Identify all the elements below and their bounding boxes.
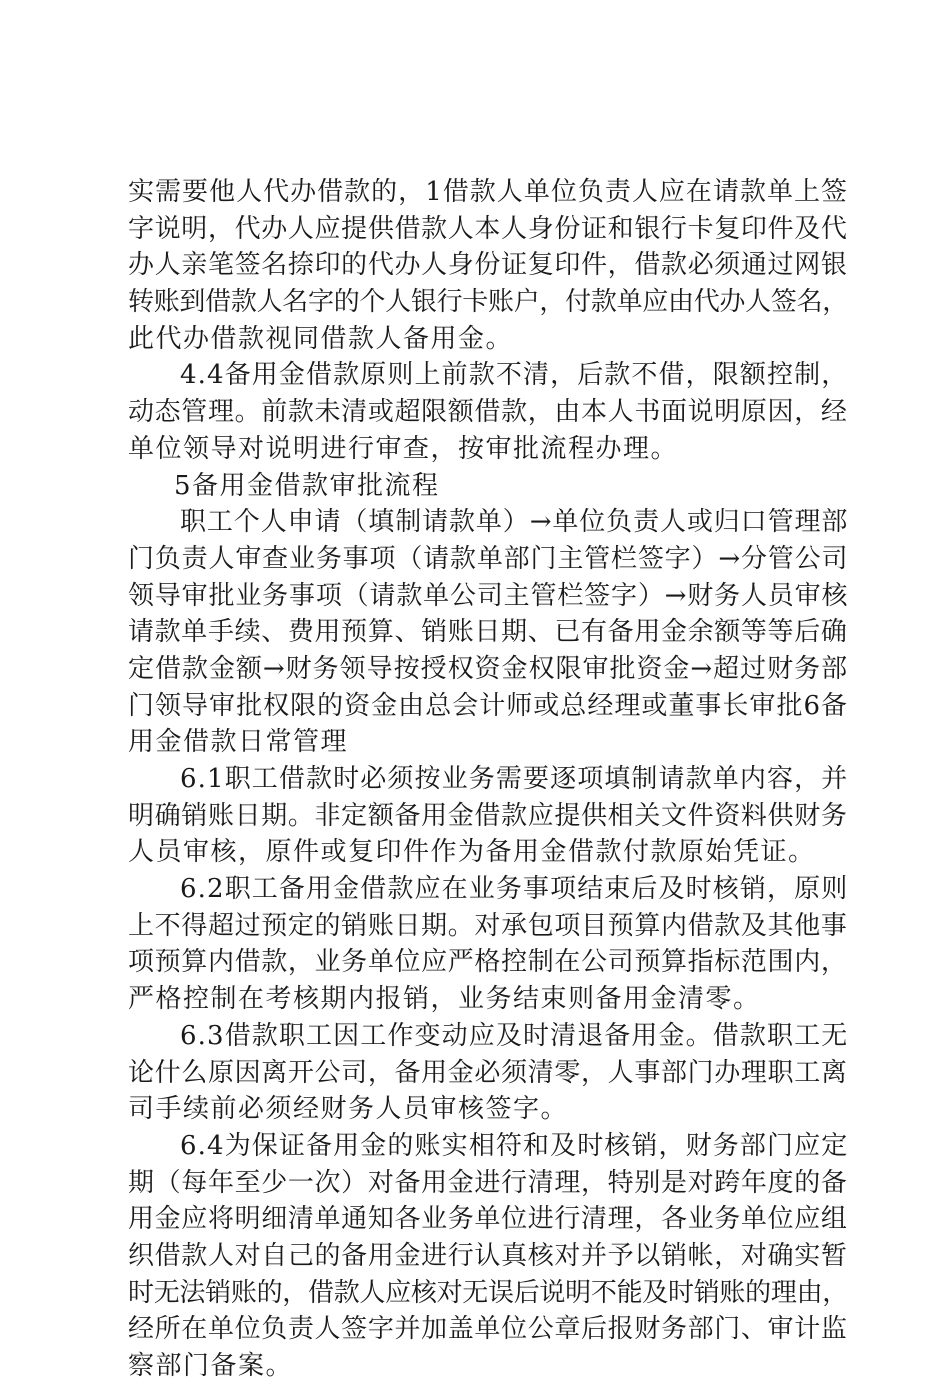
text-line: 司手续前必须经财务人员审核签字。 bbox=[128, 1094, 569, 1125]
text-line: 实需要他人代办借款的，1借款人单位负责人应在请款单上签 bbox=[128, 177, 849, 207]
paragraph-start-6-1: 6.1职工借款时必须按业务需要逐项填制请款单内容，并 bbox=[180, 764, 849, 794]
text-line: 期（每年至少一次）对备用金进行清理，特别是对跨年度的备 bbox=[128, 1167, 848, 1198]
text-line: 用金应将明细清单通知各业务单位进行清理，各业务单位应组 bbox=[128, 1204, 848, 1235]
paragraph-start-6-2: 6.2职工备用金借款应在业务事项结束后及时核销，原则 bbox=[180, 874, 849, 905]
text-line: 领导审批业务事项（请款单公司主管栏签字）→财务人员审核 bbox=[128, 580, 849, 611]
paragraph-start-6-3: 6.3借款职工因工作变动应及时清退备用金。借款职工无 bbox=[180, 1020, 849, 1051]
text-line: 请款单手续、费用预算、销账日期、已有备用金余额等等后确 bbox=[128, 617, 848, 648]
text-line: 明确销账日期。非定额备用金借款应提供相关文件资料供财务 bbox=[128, 800, 848, 831]
text-line: 定借款金额→财务领导按授权资金权限审批资金→超过财务部 bbox=[128, 653, 849, 684]
text-line: 严格控制在考核期内报销，业务结束则备用金清零。 bbox=[128, 984, 761, 1015]
paragraph-start-4-4: 4.4备用金借款原则上前款不清，后款不借，限额控制， bbox=[180, 360, 849, 391]
text-line: 用金借款日常管理 bbox=[128, 727, 349, 758]
text-line: 办人亲笔签名捺印的代办人身份证复印件，借款必须通过网银 bbox=[128, 250, 848, 281]
text-line: 字说明，代办人应提供借款人本人身份证和银行卡复印件及代 bbox=[128, 213, 848, 244]
section-heading-5: 5备用金借款审批流程 bbox=[174, 470, 440, 501]
paragraph-start-6-4: 6.4为保证备用金的账实相符和及时核销，财务部门应定 bbox=[180, 1130, 849, 1161]
text-line: 项预算内借款，业务单位应严格控制在公司预算指标范围内， bbox=[128, 947, 848, 978]
text-line: 察部门备案。 bbox=[128, 1351, 294, 1381]
text-line: 单位领导对说明进行审查，按审批流程办理。 bbox=[128, 433, 679, 464]
text-line: 人员审核，原件或复印件作为备用金借款付款原始凭证。 bbox=[128, 837, 816, 868]
text-line: 上不得超过预定的销账日期。对承包项目预算内借款及其他事 bbox=[128, 910, 848, 941]
text-line: 门领导审批权限的资金由总会计师或总经理或董事长审批6备 bbox=[128, 690, 849, 721]
paragraph-start-approval-flow: 职工个人申请（填制请款单）→单位负责人或归口管理部 bbox=[180, 507, 849, 538]
text-line: 动态管理。前款未清或超限额借款，由本人书面说明原因，经 bbox=[128, 397, 848, 428]
text-line: 门负责人审查业务事项（请款单部门主管栏签字）→分管公司 bbox=[128, 543, 849, 574]
text-line: 转账到借款人名字的个人银行卡账户，付款单应由代办人签名， bbox=[128, 287, 849, 318]
document-body bbox=[128, 174, 848, 1385]
text-line: 此代办借款视同借款人备用金。 bbox=[128, 323, 514, 354]
text-line: 论什么原因离开公司，备用金必须清零，人事部门办理职工离 bbox=[128, 1057, 848, 1088]
text-line: 经所在单位负责人签字并加盖单位公章后报财务部门、审计监 bbox=[128, 1314, 848, 1345]
text-line: 时无法销账的，借款人应核对无误后说明不能及时销账的理由， bbox=[128, 1277, 849, 1308]
text-line: 织借款人对自己的备用金进行认真核对并予以销帐，对确实暂 bbox=[128, 1240, 848, 1271]
